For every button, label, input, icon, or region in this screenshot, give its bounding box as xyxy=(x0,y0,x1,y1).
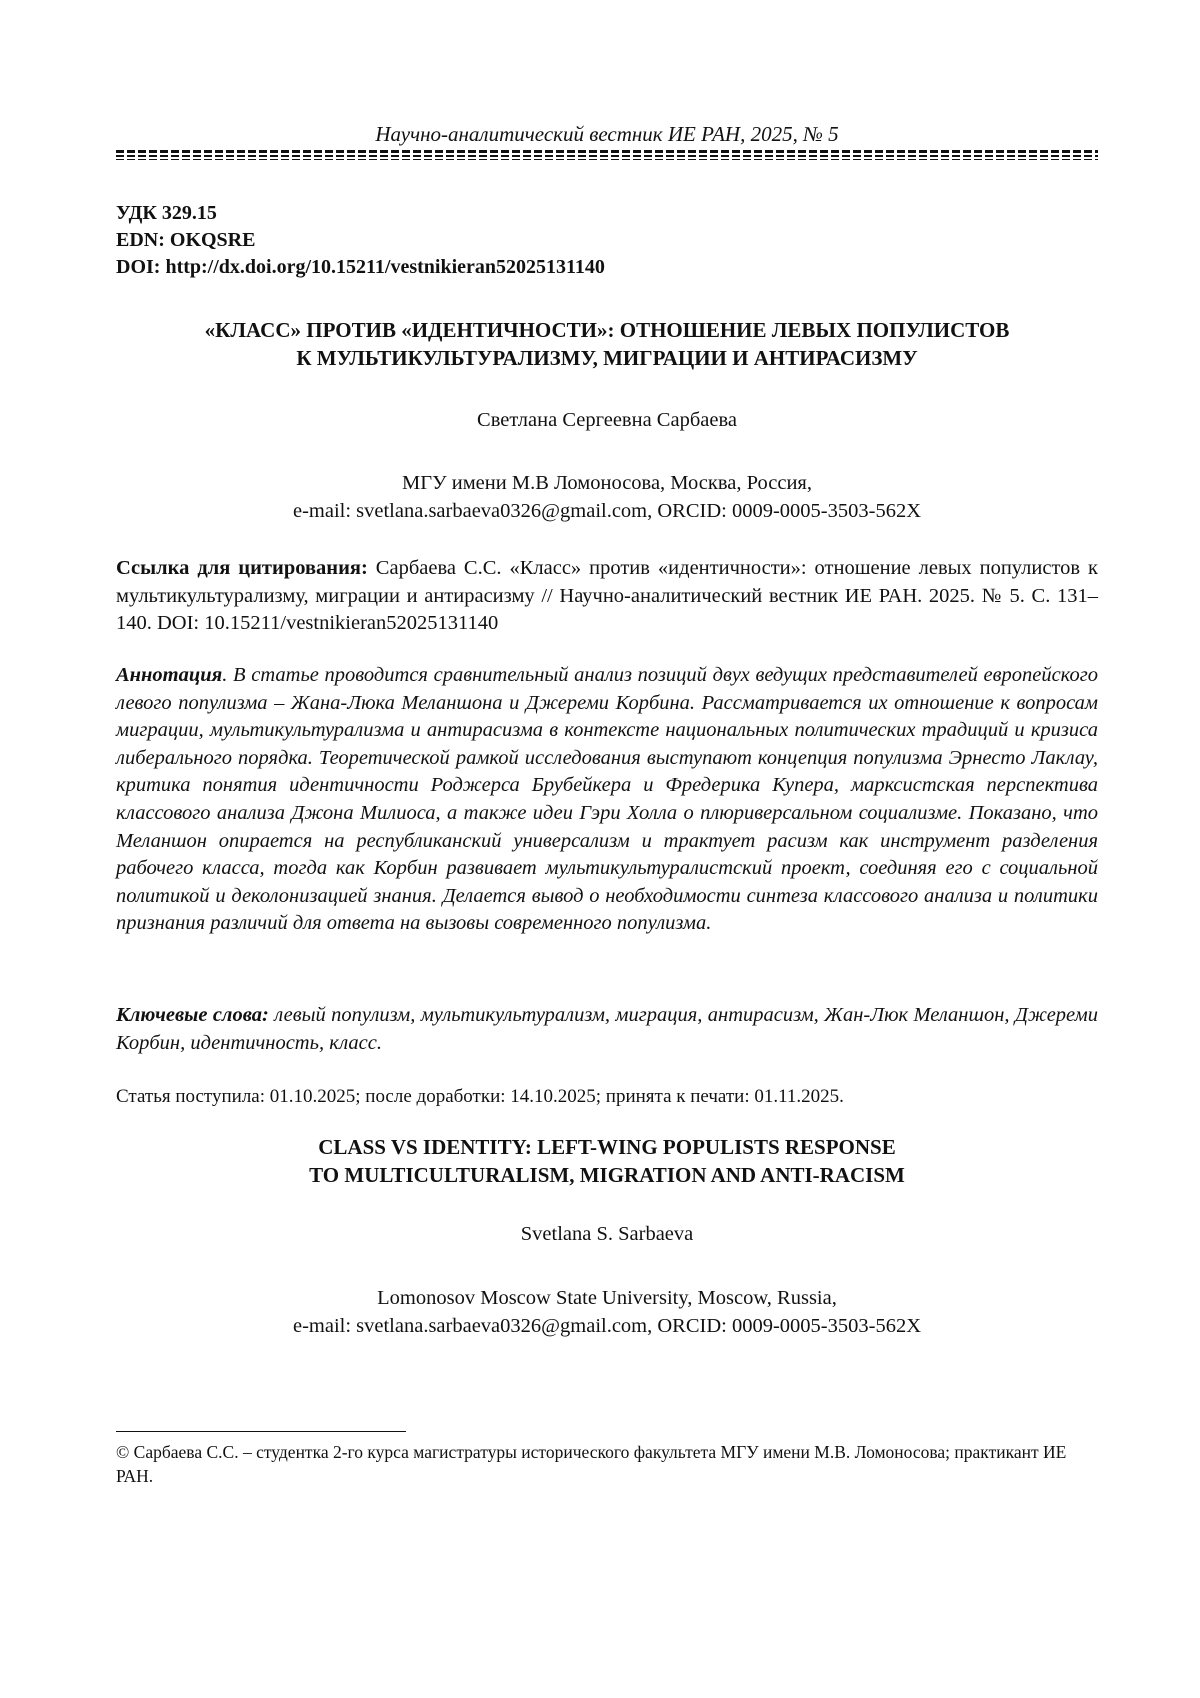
article-dates: Статья поступила: 01.10.2025; после доработки: 14.10.2025; принята к печати: 01.11.2025. xyxy=(116,1086,844,1107)
en-title-line-1: CLASS VS IDENTITY: LEFT-WING POPULISTS RESPONSE xyxy=(318,1135,896,1159)
edn-code: EDN: OKQSRE xyxy=(116,229,256,251)
running-head: Научно-аналитический вестник ИЕ РАН, 2025, № 5 xyxy=(375,122,839,146)
en-contact[interactable]: e-mail: svetlana.sarbaeva0326@gmail.com, ORCID: 0009-0005-3503-562X xyxy=(292,1315,922,1337)
abstract-label: Аннотация xyxy=(116,664,223,686)
header-double-rule xyxy=(116,150,1098,160)
ru-title-line-2: К МУЛЬТИКУЛЬТУРАЛИЗМУ, МИГРАЦИИ И АНТИРАСИЗМУ xyxy=(296,346,918,370)
keywords-paragraph xyxy=(116,1002,1098,1057)
ru-title xyxy=(116,316,1098,372)
doi-link[interactable]: DOI: http://dx.doi.org/10.15211/vestnikieran52025131140 xyxy=(116,256,605,278)
en-affiliation: Lomonosov Moscow State University, Moscow, Russia, xyxy=(377,1287,837,1309)
ru-affiliation: МГУ имени М.В Ломоносова, Москва, Россия, xyxy=(402,472,812,494)
en-title xyxy=(116,1133,1098,1189)
keywords-label: Ключевые слова: xyxy=(116,1004,269,1026)
footnote-separator xyxy=(116,1431,406,1432)
en-affiliation-block xyxy=(116,1284,1098,1340)
ru-affiliation-block xyxy=(116,469,1098,525)
ru-author: Светлана Сергеевна Сарбаева xyxy=(477,409,737,431)
udc-code: УДК 329.15 xyxy=(116,202,217,224)
abstract-paragraph xyxy=(116,662,1098,938)
citation-text: Сарбаева С.С. «Класс» против «идентичности»: отношение левых популистов к мультикультурализму, миграции и антирасизму // Научно-аналитический вестник ИЕ РАН. 2025. № 5. С. 131–140. DOI: 10.15211/vestnikieran52025131140 xyxy=(116,557,1098,635)
citation-label: Ссылка для цитирования: xyxy=(116,557,368,579)
article-identifiers xyxy=(116,200,605,281)
abstract-text: . В статье проводится сравнительный анализ позиций двух ведущих представителей европейского левого популизма – Жана-Люка Меланшона и Джереми Корбина. Рассматривается их отношение к вопросам миграции, мультикультурализма и антирасизма в контексте национальных политических традиций и кризиса либерального порядка. Теоретической рамкой исследования выступают концепция популизма Эрнесто Лаклау, критика понятия идентичности Роджерса Брубейкера и Фредерика Купера, марксистская перспектива классового анализа Джона Милиоса, а также идеи Гэри Холла о плюриверсальном социализме. Показано, что Меланшон опирается на республиканский универсализм и трактует расизм как инструмент разделения рабочего класса, тогда как Корбин развивает мультикультуралистский проект, соединяя его с социальной политикой и деколонизацией знания. Делается вывод о необходимости синтеза классового анализа и политики признания различий для ответа на вызовы современного популизма. xyxy=(116,664,1098,935)
author-footnote: © Сарбаева С.С. – студентка 2-го курса магистратуры исторического факультета МГУ имени М.В. Ломоносова; практикант ИЕ РАН. xyxy=(116,1442,1067,1486)
citation-paragraph xyxy=(116,555,1098,638)
ru-title-line-1: «КЛАСС» ПРОТИВ «ИДЕНТИЧНОСТИ»: ОТНОШЕНИЕ ЛЕВЫХ ПОПУЛИСТОВ xyxy=(204,318,1010,342)
en-title-line-2: TO MULTICULTURALISM, MIGRATION AND ANTI-RACISM xyxy=(309,1163,905,1187)
keywords-text: левый популизм, мультикультурализм, миграция, антирасизм, Жан-Люк Меланшон, Джереми Корбин, идентичность, класс. xyxy=(116,1004,1098,1054)
en-author: Svetlana S. Sarbaeva xyxy=(520,1223,694,1245)
ru-contact[interactable]: e-mail: svetlana.sarbaeva0326@gmail.com, ORCID: 0009-0005-3503-562X xyxy=(292,500,922,522)
